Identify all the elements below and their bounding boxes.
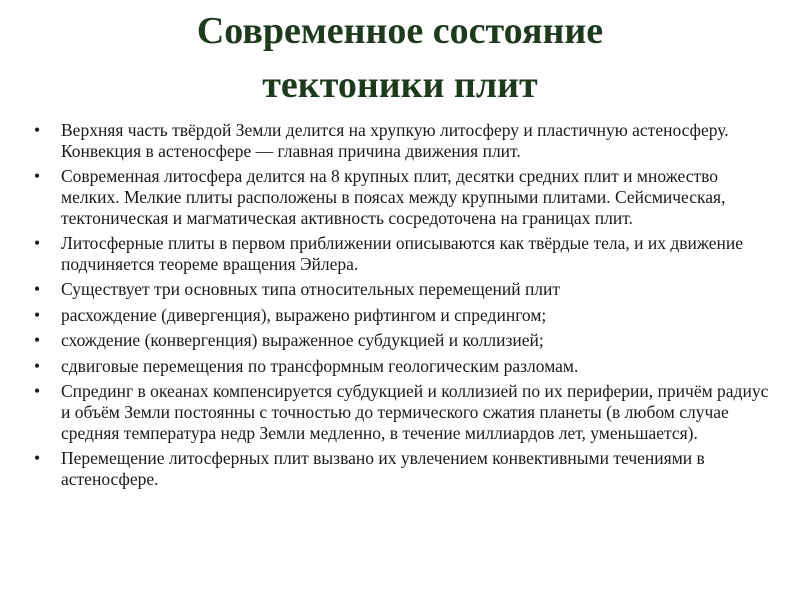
bullet-marker: • [34, 355, 41, 376]
bullet-text: Спрединг в океанах компенсируется субдукцией и коллизией по их периферии, причём радиус и объём Земли постоянны с точностью до термического сжатия планеты (в любом случае средняя температура недр Земли медленно, в течение миллиардов лет, уменьшается). [61, 380, 769, 443]
bullet-text: расхождение (дивергенция), выражено рифтингом и спредингом; [61, 304, 547, 325]
bullet-marker: • [34, 233, 41, 254]
slide-content [34, 120, 770, 494]
bullet-text: сдвиговые перемещения по трансформным геологическим разломам. [61, 355, 579, 376]
bullet-marker: • [34, 304, 41, 325]
bullet-marker: • [34, 447, 41, 468]
slide-title-line-1: Современное состояние [196, 10, 604, 52]
bullet-text: Современная литосфера делится на 8 крупных плит, десятки средних плит и множество мелких. Мелкие плиты расположены в поясах между крупными плитами. Сейсмическая, тектоническая и магматическая активность сосредоточена на границах плит. [61, 166, 726, 228]
bullet-marker: • [34, 330, 41, 351]
bullet-marker: • [34, 380, 41, 401]
bullet-marker: • [34, 279, 41, 300]
bullet-text: Перемещение литосферных плит вызвано их увлечением конвективными течениями в астеносфере. [61, 447, 705, 489]
bullet-item [34, 305, 770, 326]
bullet-item [34, 233, 770, 275]
bullet-item [34, 356, 770, 377]
slide-title-line-2: тектоники плит [262, 64, 538, 106]
bullet-marker: • [34, 166, 41, 187]
bullet-text: Литосферные плиты в первом приближении описываются как твёрдые тела, и их движение подчиняется теореме вращения Эйлера. [61, 233, 743, 274]
bullet-item [34, 279, 770, 300]
bullet-item [34, 120, 770, 162]
bullet-item [34, 330, 770, 351]
bullet-item [34, 448, 770, 490]
bullet-list [34, 120, 770, 490]
bullet-item [34, 166, 770, 228]
bullet-text: Существует три основных типа относительных перемещений плит [61, 279, 561, 300]
slide-title [0, 0, 800, 112]
bullet-item [34, 381, 770, 443]
bullet-text: схождение (конвергенция) выраженное субдукцией и коллизией; [61, 330, 544, 351]
bullet-marker: • [34, 120, 41, 140]
bullet-text: Верхняя часть твёрдой Земли делится на хрупкую литосферу и пластичную астеносферу. Конвекция в астеносфере — главная причина движения плит. [61, 120, 729, 161]
